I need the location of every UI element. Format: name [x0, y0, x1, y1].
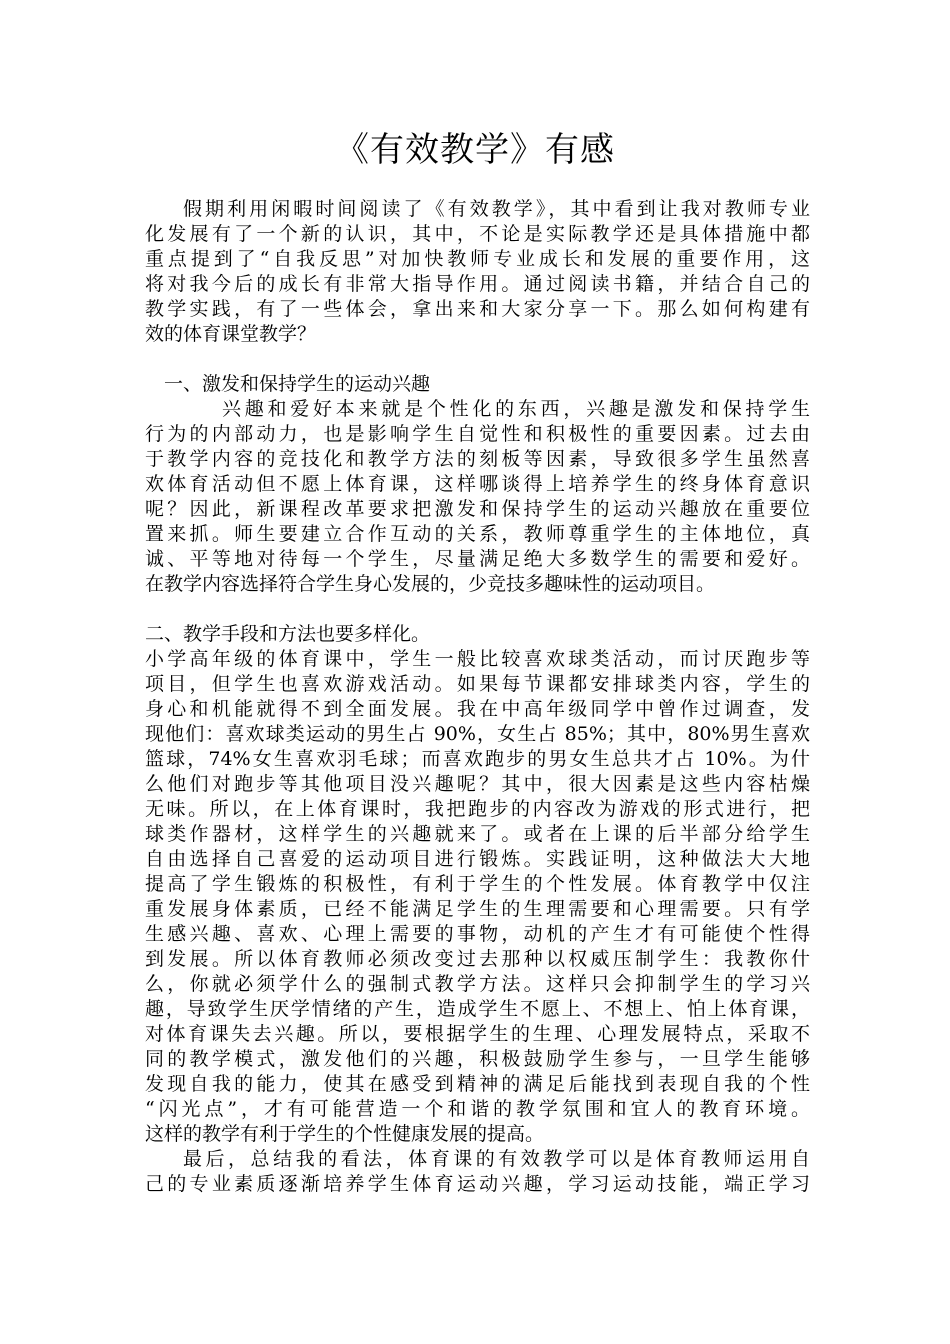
text-line: 项目，但学生也喜欢游戏活动。如果每节课都安排球类内容，学生的	[145, 673, 810, 695]
text-line: 么他们对跑步等其他项目没兴趣呢？其中，很大因素是这些内容枯燥	[145, 773, 810, 795]
text-line: 假期利用闲暇时间阅读了《有效教学》，其中看到让我对教师专业	[183, 198, 810, 220]
text-line: 身心和机能就得不到全面发展。我在中高年级同学中曾作过调查，发	[145, 698, 810, 720]
text-line: 提高了学生锻炼的积极性，有利于学生的个性发展。体育教学中仅注	[145, 873, 810, 895]
text-line: 这样的教学有利于学生的个性健康发展的提高。	[145, 1123, 545, 1145]
text-line: 教学实践，有了一些体会，拿出来和大家分享一下。那么如何构建有	[145, 298, 810, 320]
text-line: 行为的内部动力，也是影响学生自觉性和积极性的重要因素。过去由	[145, 423, 810, 445]
section-heading: 一、激发和保持学生的运动兴趣	[164, 373, 431, 395]
section-heading: 二、教学手段和方法也要多样化。	[145, 623, 431, 645]
text-line: 生感兴趣、喜欢、心理上需要的事物，动机的产生才有可能使个性得	[145, 923, 810, 945]
text-line: 自由选择自己喜爱的运动项目进行锻炼。实践证明，这种做法大大地	[145, 848, 810, 870]
text-line: 于教学内容的竞技化和教学方法的刻板等因素，导致很多学生虽然喜	[145, 448, 810, 470]
text-line: 篮球，74%女生喜欢羽毛球；而喜欢跑步的男女生总共才占 10%。为什	[145, 748, 810, 770]
text-line: 诚、平等地对待每一个学生，尽量满足绝大多数学生的需要和爱好。	[145, 548, 810, 570]
text-line: “闪光点”，才有可能营造一个和谐的教学氛围和宜人的教育环境。	[145, 1098, 810, 1120]
text-line: 球类作器材，这样学生的兴趣就来了。或者在上课的后半部分给学生	[145, 823, 810, 845]
text-line: 发现自我的能力，使其在感受到精神的满足后能找到表现自我的个性	[145, 1073, 810, 1095]
text-line: 欢体育活动但不愿上体育课，这样哪谈得上培养学生的终身体育意识	[145, 473, 810, 495]
text-line: 小学高年级的体育课中，学生一般比较喜欢球类活动，而讨厌跑步等	[145, 648, 810, 670]
text-line: 置来抓。师生要建立合作互动的关系，教师尊重学生的主体地位，真	[145, 523, 810, 545]
text-line: 么，你就必须学什么的强制式教学方法。这样只会抑制学生的学习兴	[145, 973, 810, 995]
text-line: 重点提到了“自我反思”对加快教师专业成长和发展的重要作用，这	[145, 248, 810, 270]
text-line: 现他们：喜欢球类运动的男生占 90%，女生占 85%；其中，80%男生喜欢	[145, 723, 810, 745]
text-line: 将对我今后的成长有非常大指导作用。通过阅读书籍，并结合自己的	[145, 273, 810, 295]
document-title: 《有效教学》有感	[335, 130, 615, 170]
text-line: 在教学内容选择符合学生身心发展的，少竞技多趣味性的运动项目。	[145, 573, 716, 595]
text-line: 己的专业素质逐渐培养学生体育运动兴趣，学习运动技能，端正学习	[145, 1173, 810, 1195]
text-line: 效的体育课堂教学？	[145, 323, 317, 345]
text-line: 无味。所以，在上体育课时，我把跑步的内容改为游戏的形式进行，把	[145, 798, 810, 820]
text-line: 呢？因此，新课程改革要求把激发和保持学生的运动兴趣放在重要位	[145, 498, 810, 520]
text-line: 最后，总结我的看法，体育课的有效教学可以是体育教师运用自	[183, 1148, 810, 1170]
text-line: 到发展。所以体育教师必须改变过去那种以权威压制学生：我教你什	[145, 948, 810, 970]
text-line: 重发展身体素质，已经不能满足学生的生理需要和心理需要。只有学	[145, 898, 810, 920]
text-line: 对体育课失去兴趣。所以，要根据学生的生理、心理发展特点，采取不	[145, 1023, 810, 1045]
text-line: 兴趣和爱好本来就是个性化的东西，兴趣是激发和保持学生	[222, 398, 810, 420]
text-line: 同的教学模式，激发他们的兴趣，积极鼓励学生参与，一旦学生能够	[145, 1048, 810, 1070]
text-line: 趣，导致学生厌学情绪的产生，造成学生不愿上、不想上、怕上体育课，	[145, 998, 810, 1020]
text-line: 化发展有了一个新的认识，其中，不论是实际教学还是具体措施中都	[145, 223, 810, 245]
